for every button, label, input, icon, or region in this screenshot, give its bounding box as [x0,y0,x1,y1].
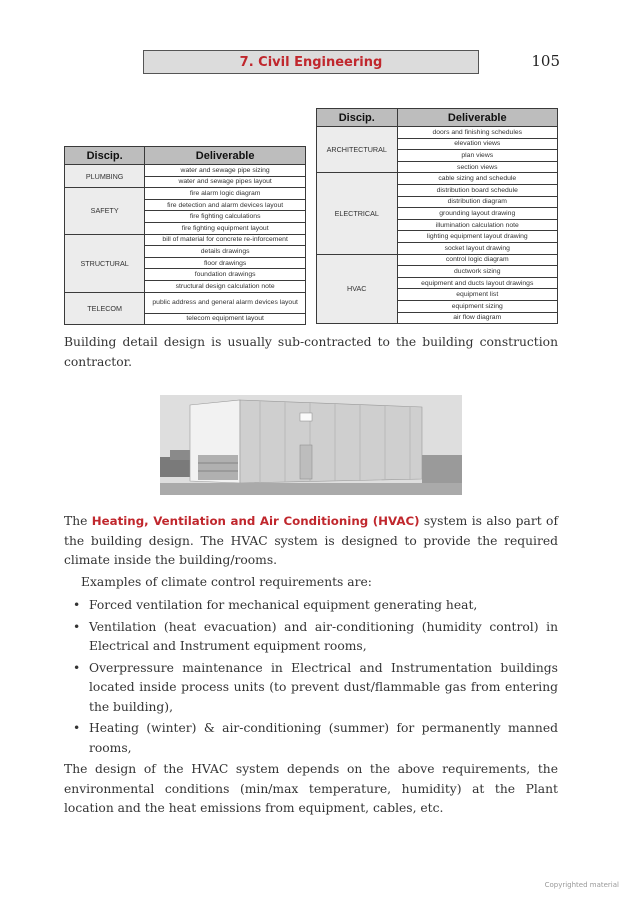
deliverable-cell: ductwork sizing [397,266,557,278]
discipline-cell: ELECTRICAL [317,173,398,254]
deliverables-table-left [64,146,306,325]
paragraph-examples: Examples of climate control requirements are: [81,575,372,589]
table-row [65,188,306,200]
deliverable-cell: water and sewage pipe sizing [145,165,306,177]
col-header-deliverable: Deliverable [145,147,306,165]
table-row [317,254,558,266]
deliverable-cell: plan views [397,150,557,162]
paragraph-hvac-intro [64,512,558,571]
bullet-icon: • [73,660,81,675]
deliverable-cell: equipment list [397,289,557,301]
deliverable-cell: water and sewage pipes layout [145,176,306,188]
list-item [64,596,558,616]
table-row [65,165,306,177]
list-item-text: Forced ventilation for mechanical equipment generating heat, [89,598,478,612]
discipline-cell: ARCHITECTURAL [317,127,398,173]
list-item-text: Ventilation (heat evacuation) and air-conditioning (humidity control) in Electrical and Instrument equipment rooms, [89,619,558,653]
list-item [64,719,558,758]
paragraph-hvac-design: The design of the HVAC system depends on the above requirements, the environmental conditions (min/max temperature, humidity) at the Plant location and the heat emissions from equipment, cables, etc. [64,762,558,815]
discipline-cell: HVAC [317,254,398,324]
deliverable-cell: distribution board schedule [397,184,557,196]
col-header-discipline: Discip. [65,147,145,165]
page-number: 105 [531,52,560,70]
table-row [65,292,306,313]
copyright-watermark: Copyrighted material [544,881,619,889]
deliverable-cell: grounding layout drawing [397,208,557,220]
paragraph-subcontract: Building detail design is usually sub-contracted to the building construction contractor. [64,335,558,369]
deliverable-cell: foundation drawings [145,269,306,281]
chapter-header [143,50,479,74]
deliverable-cell: fire detection and alarm devices layout [145,199,306,211]
deliverable-cell: floor drawings [145,257,306,269]
deliverable-cell: control logic diagram [397,254,557,266]
col-header-discipline: Discip. [317,109,398,127]
deliverable-cell: air flow diagram [397,312,557,324]
bullet-icon: • [73,598,81,612]
table-row [317,173,558,185]
bullet-icon: • [73,721,81,735]
building-photo [160,395,462,495]
hvac-building-illustration [160,395,462,495]
deliverable-cell: telecom equipment layout [145,313,306,325]
deliverable-cell: equipment sizing [397,300,557,312]
deliverable-cell: distribution diagram [397,196,557,208]
text-run: system is also part of the building design. The HVAC system is designed to provide the required climate inside the building/rooms. [64,514,559,567]
discipline-cell: STRUCTURAL [65,234,145,292]
deliverable-cell: cable sizing and schedule [397,173,557,185]
table-row [65,234,306,246]
deliverable-cell: fire fighting calculations [145,211,306,223]
deliverable-cell: fire fighting equipment layout [145,222,306,234]
table-row [317,127,558,139]
discipline-cell: TELECOM [65,292,145,325]
deliverable-cell: equipment and ducts layout drawings [397,277,557,289]
deliverable-cell: fire alarm logic diagram [145,188,306,200]
deliverable-cell: lighting equipment layout drawing [397,231,557,243]
discipline-cell: PLUMBING [65,165,145,188]
hvac-highlight: Heating, Ventilation and Air Conditioning (HVAC) [91,514,420,528]
deliverable-cell: section views [397,161,557,173]
text-run: The [64,514,92,528]
deliverables-table-right [316,108,558,324]
list-item-text: Overpressure maintenance in Electrical and Instrumentation buildings located inside process units (to prevent dust/flammable gas from entering the building), [89,660,558,714]
list-item [64,659,558,718]
requirements-list [64,596,558,758]
deliverable-cell: bill of material for concrete re-inforcement [145,234,306,246]
col-header-deliverable: Deliverable [397,109,557,127]
list-item [64,618,558,657]
deliverable-cell: doors and finishing schedules [397,127,557,139]
deliverable-cell: details drawings [145,246,306,258]
chapter-title: 7. Civil Engineering [239,54,383,70]
deliverable-cell: socket layout drawing [397,242,557,254]
discipline-cell: SAFETY [65,188,145,234]
deliverable-cell: elevation views [397,138,557,150]
deliverable-cell: structural design calculation note [145,280,306,292]
bullet-icon: • [73,619,81,634]
list-item-text: Heating (winter) & air-conditioning (summer) for permanently manned rooms, [89,721,558,755]
deliverable-cell: illumination calculation note [397,219,557,231]
deliverable-cell: public address and general alarm devices layout [145,292,306,313]
